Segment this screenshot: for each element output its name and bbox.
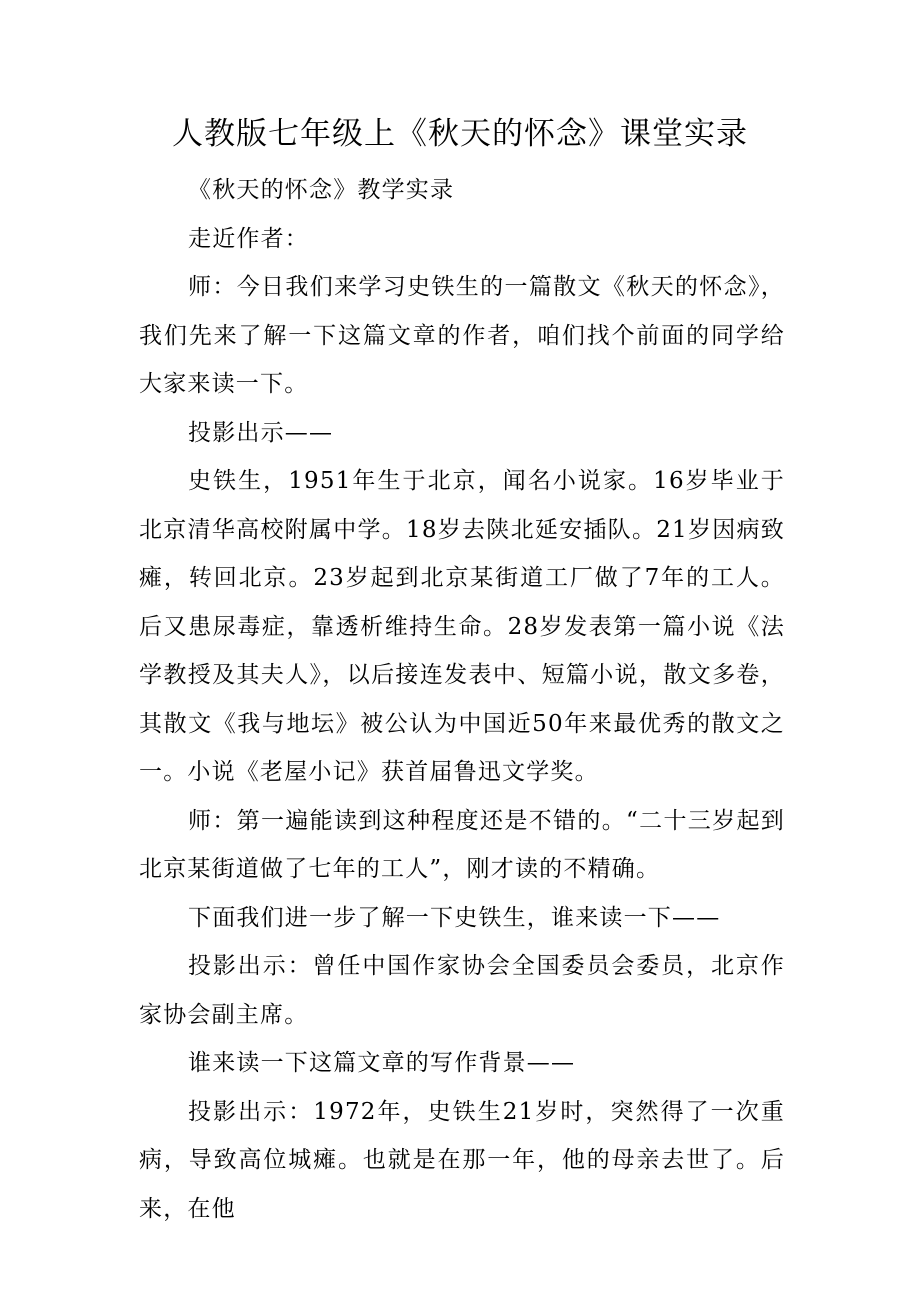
teacher-comment-paragraph: 师：第一遍能读到这种程度还是不错的。“二十三岁起到北京某街道做了七年的工人”，刚才读的不精确。 <box>139 807 785 882</box>
teacher-intro-paragraph: 师：今日我们来学习史铁生的一篇散文《秋天的怀念》，我们先来了解一下这篇文章的作者，咱们找个前面的同学给大家来读一下。 <box>139 274 785 397</box>
further-intro-paragraph: 下面我们进一步了解一下史铁生，谁来读一下—— <box>188 904 721 931</box>
author-bio-paragraph: 史铁生，1951年生于北京，闻名小说家。16岁毕业于北京清华高校附属中学。18岁去陕北延安插队。21岁因病致瘫，转回北京。23岁起到北京某街道工厂做了7年的工人。后又患尿毒症，靠透析维持生命。28岁发表第一篇小说《法学教授及其夫人》，以后接连发表中、短篇小说，散文多卷，其散文《我与地坛》被公认为中国近50年来最优秀的散文之一。小说《老屋小记》获首届鲁迅文学奖。 <box>139 468 785 785</box>
section-heading-author: 走近作者： <box>188 225 309 252</box>
subtitle-paragraph: 《秋天的怀念》教学实录 <box>188 177 455 203</box>
document-title: 人教版七年级上《秋天的怀念》课堂实录 <box>172 116 748 152</box>
projection-background-paragraph: 投影出示：1972年，史铁生21岁时，突然得了一次重病，导致高位城瘫。也就是在那一年，他的母亲去世了。后来，在他 <box>139 1098 785 1222</box>
background-prompt-paragraph: 谁来读一下这篇文章的写作背景—— <box>188 1050 576 1076</box>
document-body <box>139 166 785 1233</box>
projection-positions-paragraph: 投影出示：曾任中国作家协会全国委员会委员，北京作家协会副主席。 <box>139 953 785 1028</box>
projection-label: 投影出示—— <box>188 419 334 446</box>
